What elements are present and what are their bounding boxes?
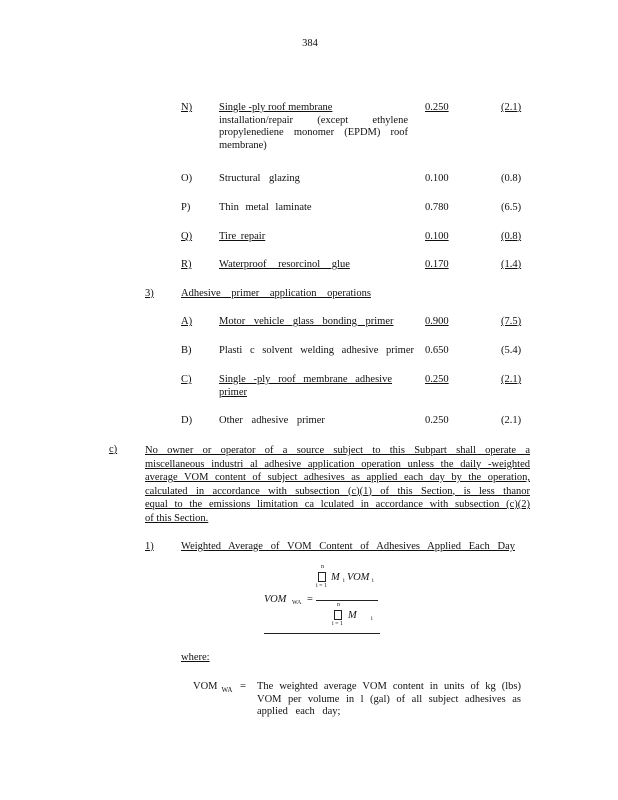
primer-text-line: primer xyxy=(219,386,247,398)
primer-text-a: Motor vehicle glass bonding primer xyxy=(219,316,394,327)
item-value-q: 0.100 xyxy=(425,231,449,242)
primer-text-c xyxy=(219,374,392,399)
subsection-1-title: Weighted Average of VOM Content of Adhesives Applied Each Day xyxy=(181,541,515,552)
definition-term-main: VOM xyxy=(193,681,218,692)
numerator-vom: VOM xyxy=(347,572,370,583)
primer-label-d: D) xyxy=(181,415,193,426)
primer-value-b: 0.650 xyxy=(425,345,449,356)
item-label-o: O) xyxy=(181,173,193,184)
sum-top-index: n xyxy=(321,564,324,570)
primer-label-c: C) xyxy=(181,374,192,385)
primer-value2-c: (2.1) xyxy=(501,374,522,385)
paragraph-line: No owner or operator of a source subject to this Subpart shall operate a xyxy=(145,445,530,456)
item-text-line: membrane) xyxy=(219,139,267,151)
numerator-m: M xyxy=(331,572,340,583)
item-text-p: Thin metal laminate xyxy=(219,202,312,213)
fraction-bar xyxy=(316,600,378,601)
lhs-vom-sub: WA xyxy=(292,600,302,606)
item-value-n: 0.250 xyxy=(425,102,449,113)
primer-value2-d: (2.1) xyxy=(501,415,522,426)
primer-value-c: 0.250 xyxy=(425,374,449,385)
paragraph-c-label: c) xyxy=(109,444,118,455)
item-value-o: 0.100 xyxy=(425,173,449,184)
numerator-vom-sub: i xyxy=(372,578,374,584)
definition-line: applied each day; xyxy=(257,706,341,717)
definition-text xyxy=(257,681,521,719)
primer-value-a: 0.900 xyxy=(425,316,449,327)
formula-underline xyxy=(264,633,380,634)
primer-value2-b: (5.4) xyxy=(501,345,522,356)
paragraph-line: calculated in accordance with subsection (c)(1) of this Section, is less thanor xyxy=(145,485,530,497)
definition-term-sub: WA xyxy=(221,686,233,694)
item-text-line: propylenediene monomer (EPDM) roof xyxy=(219,127,408,138)
definition-equals: = xyxy=(240,681,246,692)
lhs-vom: VOM xyxy=(264,594,287,605)
paragraph-line: equal to the emissions limitation ca lculated in accordance with subsection (c)(2) xyxy=(145,499,530,510)
summation-icon xyxy=(334,610,342,620)
primer-value-d: 0.250 xyxy=(425,415,449,426)
vom-formula xyxy=(264,564,394,634)
primer-text-b: Plasti c solvent welding adhesive primer xyxy=(219,345,415,356)
paragraph-line: average VOM content of subject adhesives as applied each day by the operation, xyxy=(145,472,530,483)
item-label-n: N) xyxy=(181,102,193,113)
item-label-q: Q) xyxy=(181,231,193,242)
item-text-line: Single -ply roof membrane xyxy=(219,102,333,113)
den-sum-bottom-index: i = 1 xyxy=(332,621,344,627)
item-label-r: R) xyxy=(181,259,192,270)
equals-sign: = xyxy=(307,594,313,605)
primer-text-line: Single -ply roof membrane adhesive xyxy=(219,374,392,385)
item-text-o: Structural glazing xyxy=(219,173,300,184)
paragraph-line: miscellaneous industri al adhesive application operation unless the daily -weighted xyxy=(145,458,530,470)
primer-label-b: B) xyxy=(181,345,192,356)
item-value2-q: (0.8) xyxy=(501,231,522,242)
item-value-r: 0.170 xyxy=(425,259,449,270)
den-sum-top-index: n xyxy=(337,602,340,608)
item-text-q: Tire repair xyxy=(219,231,266,242)
item-value2-o: (0.8) xyxy=(501,173,522,184)
paragraph-line: of this Section. xyxy=(145,512,209,524)
paragraph-c-text xyxy=(145,444,530,525)
where-label: where: xyxy=(181,652,210,663)
item-text-r: Waterproof resorcinol glue xyxy=(219,259,350,270)
section-3-title: Adhesive primer application operations xyxy=(181,288,371,299)
primer-text-d: Other adhesive primer xyxy=(219,415,325,426)
item-value-p: 0.780 xyxy=(425,202,449,213)
sum-bottom-index: i = 1 xyxy=(316,583,328,589)
item-value2-n: (2.1) xyxy=(501,102,522,113)
page-number: 384 xyxy=(302,38,318,49)
item-label-p: P) xyxy=(181,202,191,213)
definition-term xyxy=(193,681,232,694)
definition-line: The weighted average VOM content in units of kg (lbs) xyxy=(257,681,521,692)
denominator-m: M xyxy=(348,610,357,621)
item-value2-p: (6.5) xyxy=(501,202,522,213)
item-value2-r: (1.4) xyxy=(501,259,522,270)
definition-line: VOM per volume in l (gal) of all subject adhesives as xyxy=(257,693,521,705)
subsection-1-label: 1) xyxy=(145,541,154,552)
item-text-n xyxy=(219,102,408,152)
summation-icon xyxy=(318,572,326,582)
item-text-line: installation/repair (except ethylene xyxy=(219,114,408,126)
primer-label-a: A) xyxy=(181,316,193,327)
denominator-m-sub: i xyxy=(371,616,373,622)
section-3-label: 3) xyxy=(145,288,154,299)
numerator-m-sub: i xyxy=(343,578,345,584)
primer-value2-a: (7.5) xyxy=(501,316,522,327)
